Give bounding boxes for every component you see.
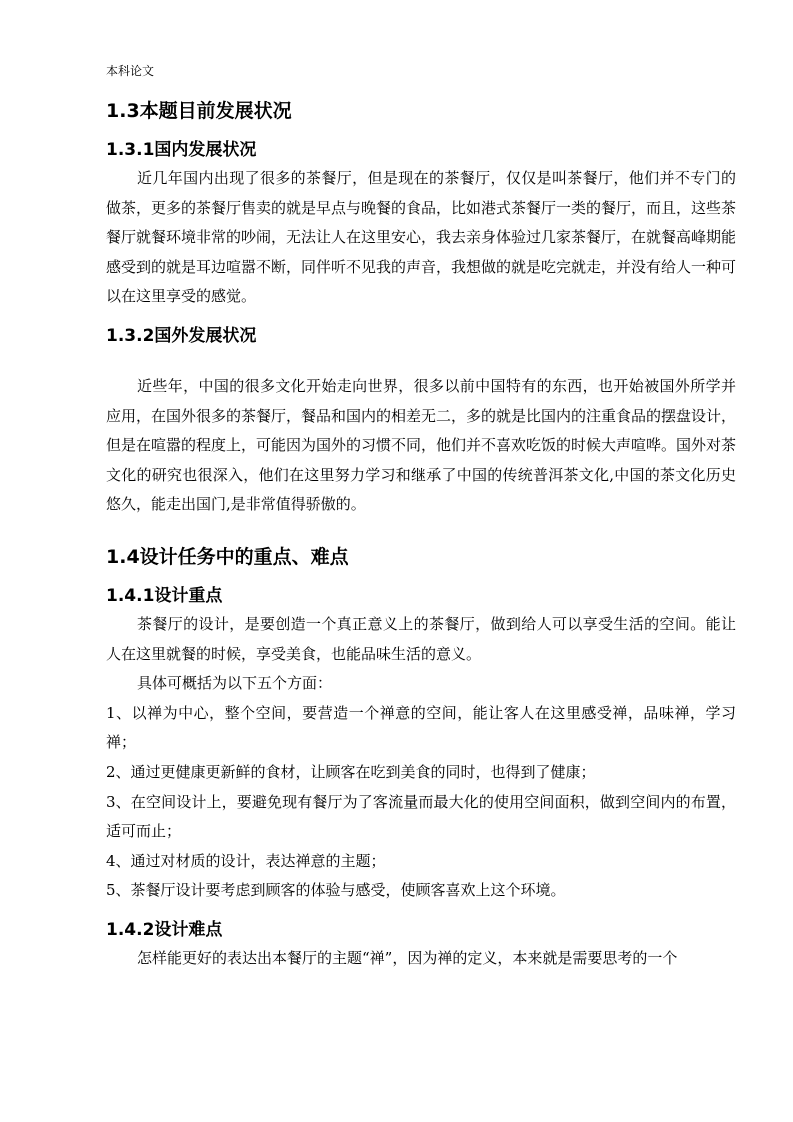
heading-1-4-1: 1.4.1设计重点 <box>106 585 223 606</box>
list-item-1: 1、以禅为中心，整个空间，要营造一个禅意的空间，能让客人在这里感受禅，品味禅，学习禅； <box>106 703 736 752</box>
list-item-2: 2、通过更健康更新鲜的食材，让顾客在吃到美食的同时，也得到了健康； <box>106 762 596 781</box>
paragraph-design-difficulty: 怎样能更好的表达出本餐厅的主题“禅”，因为禅的定义，本来就是需要思考的一个 <box>137 948 678 967</box>
list-item-5: 5、茶餐厅设计要考虑到顾客的体验与感受，使顾客喜欢上这个环境。 <box>106 881 566 900</box>
heading-1-3: 1.3本题目前发展状况 <box>106 100 292 122</box>
page-header: 本科论文 <box>106 64 155 78</box>
paragraph-foreign: 近些年，中国的很多文化开始走向世界，很多以前中国特有的东西，也开始被国外所学并应用，在国外很多的茶餐厅，餐品和国内的相差无二，多的就是比国内的注重食品的摆盘设计，但是在喧嚣的程度上，可能因为国外的习惯不同，他们并不喜欢吃饭的时候大声喧哗。国外对茶文化的研究也很深入，他们在这里努力学习和继承了中国的传统普洱茶文化,中国的茶文化历史悠久，能走出国门,是非常值得骄傲的。 <box>106 376 737 514</box>
paragraph-summary-intro: 具体可概括为以下五个方面： <box>137 674 333 693</box>
page-content <box>106 92 736 973</box>
list-item-4: 4、通过对材质的设计，表达禅意的主题； <box>106 851 386 870</box>
heading-1-3-2: 1.3.2国外发展状况 <box>106 325 257 346</box>
paragraph-domestic: 近几年国内出现了很多的茶餐厅，但是现在的茶餐厅，仅仅是叫茶餐厅，他们并不专门的做茶，更多的茶餐厅售卖的就是早点与晚餐的食品，比如港式茶餐厅一类的餐厅，而且，这些茶餐厅就餐环境非常的吵闹，无法让人在这里安心，我去亲身体验过几家茶餐厅，在就餐高峰期能感受到的就是耳边喧嚣不断，同伴听不见我的声音，我想做的就是吃完就走，并没有给人一种可以在这里享受的感觉。 <box>106 169 737 306</box>
list-item-3: 3、在空间设计上，要避免现有餐厅为了客流量而最大化的使用空间面积，做到空间内的布置，适可而止； <box>106 792 736 841</box>
heading-1-4-2: 1.4.2设计难点 <box>106 919 223 940</box>
header-rule <box>104 82 736 83</box>
heading-1-3-1: 1.3.1国内发展状况 <box>106 140 257 160</box>
paragraph-design-focus: 茶餐厅的设计，是要创造一个真正意义上的茶餐厅，做到给人可以享受生活的空间。能让人在这里就餐的时候，享受美食，也能品味生活的意义。 <box>106 614 736 663</box>
heading-1-4: 1.4设计任务中的重点、难点 <box>106 545 349 568</box>
